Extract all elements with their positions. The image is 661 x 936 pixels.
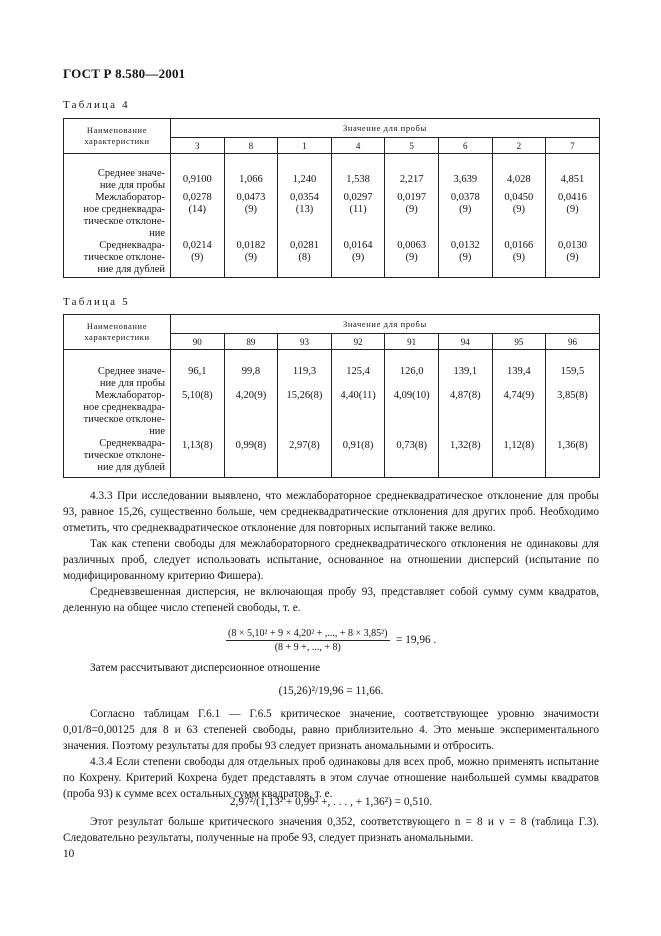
- formula-weighted-variance: [226, 628, 390, 653]
- table4-sample-header: 7: [546, 138, 600, 154]
- table5-value-cell: 99,8 4,20(9) 0,99(8): [224, 350, 278, 478]
- formula-cochran: 2,97²/(1,13² + 0,99² +, . . . , + 1,36²) = 0,510.: [229, 796, 433, 808]
- table5-sample-header: 90: [171, 334, 225, 350]
- formula-denominator: (8 + 9 +, ..., + 8): [274, 642, 341, 653]
- table4-value-cell: 1,538 0,0297 (11) 0,0164 (9): [331, 154, 385, 278]
- paragraph-4-3-4: 4.3.4 Если степени свободы для отдельных проб одинаковы для всех проб, можно применять испытание по Кохрену. Критерий Кохрена будет представлять в этом случае отношение наибольшей суммы квадратов (проба 93) к сумме всех остальных сумм квадратов, т. е.: [63, 756, 599, 800]
- table5-value-cell: 125,4 4,40(11) 0,91(8): [331, 350, 385, 478]
- table-row: [64, 154, 600, 278]
- table-row: [64, 350, 600, 478]
- table4-caption: Таблица 4: [63, 99, 130, 111]
- formula-result: = 19,96 .: [396, 634, 437, 646]
- table4-value-cell: 0,9100 0,0278 (14) 0,0214 (9): [171, 154, 225, 278]
- body-text-2: [63, 660, 599, 676]
- table4-value-cell: 1,240 0,0354 (13) 0,0281 (8): [278, 154, 332, 278]
- table4-value-cell: 3,639 0,0378 (9) 0,0132 (9): [438, 154, 492, 278]
- paragraph-degrees-freedom: Так как степени свободы для межлабораторного среднеквадратического отклонения не одинаковы для различных проб, следует использовать испытание, основанное на отношении дисперсий (испытание по модифицированному критерию Фишера).: [63, 538, 599, 582]
- table5-sample-header: 91: [385, 334, 439, 350]
- formula-numerator: (8 × 5,10² + 9 × 4,20² + ,..., + 8 × 3,85²): [228, 628, 388, 639]
- table5-value-cell: 139,1 4,87(8) 1,32(8): [438, 350, 492, 478]
- table4-sample-header: 4: [331, 138, 385, 154]
- document-code: ГОСТ Р 8.580—2001: [63, 66, 186, 81]
- table5-value-cell: 139,4 4,74(9) 1,12(8): [492, 350, 546, 478]
- table4-sample-header: 5: [385, 138, 439, 154]
- table5-value-cell: 126,0 4,09(10) 0,73(8): [385, 350, 439, 478]
- table4-row-labels: Среднее значе- ние для пробы Межлаборатор- ное среднеквадра- тическое отклоне- ние Среднеквадра- тическое отклоне- ние для дублей: [64, 154, 171, 278]
- table4-sample-header: 8: [224, 138, 278, 154]
- table5-value-cell: 96,1 5,10(8) 1,13(8): [171, 350, 225, 478]
- table4-value-cell: 2,217 0,0197 (9) 0,0063 (9): [385, 154, 439, 278]
- table4-group-header: Значение для пробы: [171, 119, 600, 138]
- table4-sample-header: 2: [492, 138, 546, 154]
- paragraph-critical-value: Согласно таблицам Г.6.1 — Г.6.5 критическое значение, соответствующее уровню значимости 0,01/8=0,00125 для 8 и 63 степеней свободы, равно приблизительно 4. Это меньше экспериментального значения. Поэтому результаты для пробы 93 следует признать аномальными и отбросить.: [63, 708, 599, 752]
- table4-value-cell: 4,851 0,0416 (9) 0,0130 (9): [546, 154, 600, 278]
- body-text-3: [63, 706, 599, 802]
- table5-sample-header: 92: [331, 334, 385, 350]
- table4: [63, 118, 600, 278]
- table5-row-labels: Среднее значе- ние для пробы Межлаборатор- ное среднеквадра- тическое отклоне- ние Среднеквадра- тическое отклоне- ние для дублей: [64, 350, 171, 478]
- table5-sample-header: 96: [546, 334, 600, 350]
- table5-group-header: Значение для пробы: [171, 315, 600, 334]
- table5-sample-header: 93: [278, 334, 332, 350]
- paragraph-variance-ratio: Затем рассчитывают дисперсионное отношение: [90, 662, 321, 674]
- formula-variance-ratio: (15,26)²/19,96 = 11,66.: [278, 685, 384, 697]
- table4-sample-header: 3: [171, 138, 225, 154]
- paragraph-conclusion: Этот результат больше критического значения 0,352, соответствующего n = 8 и ν = 8 (таблица Г.3). Следовательно результаты, полученные на пробе 93, следует признать аномальными.: [63, 816, 599, 844]
- table4-value-cell: 1,066 0,0473 (9) 0,0182 (9): [224, 154, 278, 278]
- table5-sample-header: 95: [492, 334, 546, 350]
- body-text-1: [63, 488, 599, 616]
- table5-column-name: Наименование характеристики: [64, 315, 171, 350]
- body-text-4: [63, 814, 599, 846]
- table5-sample-header: 89: [224, 334, 278, 350]
- table5-value-cell: 159,5 3,85(8) 1,36(8): [546, 350, 600, 478]
- table4-sample-header: 1: [278, 138, 332, 154]
- paragraph-4-3-3: 4.3.3 При исследовании выявлено, что межлабораторное среднеквадратическое отклонение для пробы 93, равное 15,26, существенно больше, чем среднеквадратические отклонения для других проб. Необходимо отметить, что среднеквадратическое отклонение для повторных испытаний также велико.: [63, 490, 599, 534]
- paragraph-weighted-variance: Средневзвешенная дисперсия, не включающая пробу 93, представляет собой сумму сумм квадратов, деленную на общее число степеней свободы, т. е.: [63, 586, 599, 614]
- table5-sample-header: 94: [438, 334, 492, 350]
- table5: [63, 314, 600, 478]
- table4-value-cell: 4,028 0,0450 (9) 0,0166 (9): [492, 154, 546, 278]
- table5-caption: Таблица 5: [63, 296, 130, 308]
- page-number: 10: [63, 848, 75, 860]
- table4-column-name: Наименование характеристики: [64, 119, 171, 154]
- table5-value-cell: 119,3 15,26(8) 2,97(8): [278, 350, 332, 478]
- table4-sample-header: 6: [438, 138, 492, 154]
